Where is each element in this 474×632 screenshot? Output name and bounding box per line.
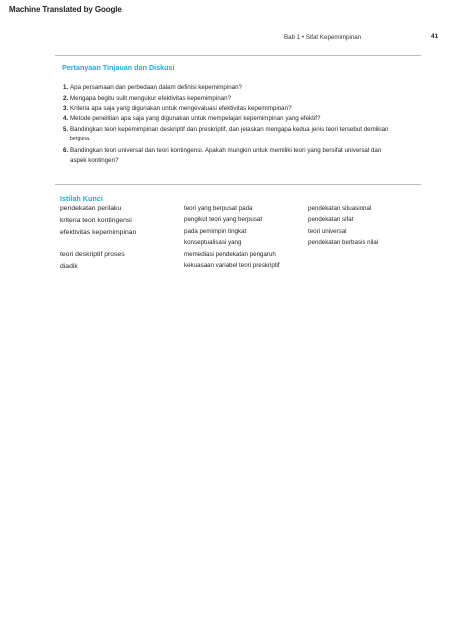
question-continuation: berguna.	[70, 136, 91, 142]
section-divider	[55, 184, 421, 185]
key-term: pendekatan berbasis nilai	[308, 239, 379, 246]
question-number: 2.	[63, 95, 69, 102]
question-number: 5.	[63, 126, 69, 133]
discussion-section-title: Pertanyaan Tinjauan dan Diskusi	[62, 63, 175, 72]
question-item	[63, 84, 242, 91]
question-number: 1.	[63, 84, 69, 91]
key-term: memediasi pendekatan pengaruh	[184, 251, 276, 258]
key-term: teori yang berpusat pada	[184, 205, 253, 212]
key-term: diadik	[60, 263, 78, 270]
key-term: teori deskriptif proses	[60, 251, 125, 258]
key-terms-title: Istilah Kunci	[60, 194, 103, 203]
question-number: 4.	[63, 115, 69, 122]
question-text: Bandingkan teori universal dan teori kontingensi. Apakah mungkin untuk memiliki teori yang bersifat universal dan	[70, 147, 382, 154]
question-text: Apa persamaan dan perbedaan dalam definisi kepemimpinan?	[70, 84, 242, 91]
top-divider	[55, 55, 421, 56]
question-text: Metode penelitian apa saja yang digunakan untuk mempelajari kepemimpinan yang efektif?	[70, 115, 321, 122]
key-term: pada pemimpin tingkat	[184, 228, 247, 235]
running-head: Bab 1 • Sifat Kepemimpinan	[284, 34, 362, 41]
key-term: pendekatan situasional	[308, 205, 372, 212]
key-term: kekuasaan variabel teori preskriptif	[184, 262, 280, 269]
question-text: Bandingkan teori kepemimpinan deskriptif dan preskriptif, dan jelaskan mengapa kedua jenis teori tersebut demikian	[70, 126, 389, 133]
key-term: konseptualisasi yang	[184, 239, 242, 246]
question-item	[63, 126, 389, 133]
question-item	[63, 105, 292, 112]
question-continuation: aspek kontingen?	[70, 157, 119, 164]
question-item	[63, 115, 320, 122]
key-term: kriteria teori kontingensi	[60, 217, 132, 224]
key-term: pendekatan sifat	[308, 216, 354, 223]
question-item	[63, 147, 381, 154]
key-term: pendekatan perilaku	[60, 205, 122, 212]
machine-translation-watermark: Machine Translated by Google	[9, 5, 122, 14]
key-term: teori universal	[308, 228, 347, 235]
page-number: 41	[431, 33, 439, 40]
question-number: 6.	[63, 147, 69, 154]
question-item	[63, 95, 231, 102]
key-term: efektivitas kepemimpinan	[60, 229, 137, 236]
key-term: pengikut teori yang berpusat	[184, 216, 263, 223]
question-number: 3.	[63, 105, 69, 112]
question-text: Mengapa begitu sulit mengukur efektivitas kepemimpinan?	[70, 95, 231, 102]
question-text: Kriteria apa saja yang digunakan untuk mengevaluasi efektivitas kepemimpinan?	[70, 105, 292, 112]
